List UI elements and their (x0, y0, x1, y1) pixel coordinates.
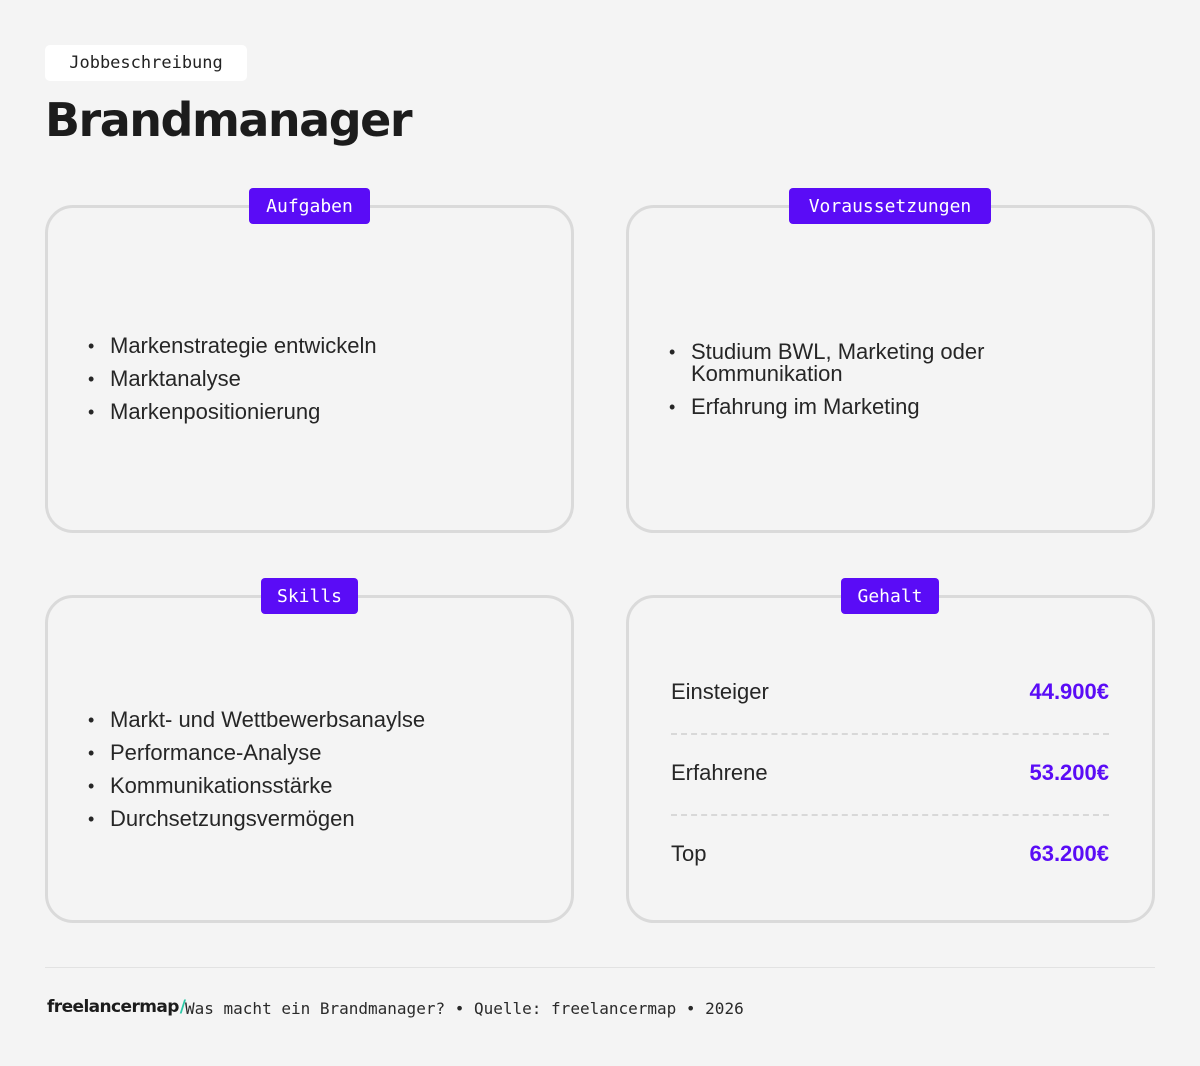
salary-level-label: Einsteiger (671, 679, 769, 704)
badge-aufgaben: Aufgaben (249, 188, 370, 224)
list-item: • Durchsetzungsvermögen (88, 808, 528, 830)
salary-row-top (671, 834, 1109, 874)
divider (671, 814, 1109, 816)
salary-amount: 53.200€ (1029, 760, 1109, 785)
salary-row-erfahrene (671, 753, 1109, 793)
category-tag: Jobbeschreibung (45, 45, 247, 81)
card-gehalt (626, 595, 1155, 923)
footer-source: Was macht ein Brandmanager? • Quelle: freelancermap • 2026 (185, 999, 744, 1018)
badge-gehalt: Gehalt (841, 578, 939, 614)
list-item: • Performance-Analyse (88, 742, 528, 764)
salary-row-einsteiger (671, 672, 1109, 712)
salary-level-label: Erfahrene (671, 760, 768, 785)
skills-list (88, 709, 528, 841)
logo-wordmark: freelancermap (47, 997, 179, 1017)
list-item: • Erfahrung im Marketing (669, 396, 1029, 418)
card-skills (45, 595, 574, 923)
footer-divider (45, 967, 1155, 968)
list-item: • Markenstrategie entwickeln (88, 335, 528, 357)
list-item: • Markenpositionierung (88, 401, 528, 423)
aufgaben-list (88, 335, 528, 434)
list-item: • Studium BWL, Marketing oder Kommunikation (669, 341, 1029, 385)
voraussetzungen-list (669, 341, 1029, 429)
card-aufgaben (45, 205, 574, 533)
badge-voraussetzungen: Voraussetzungen (789, 188, 991, 224)
salary-amount: 44.900€ (1029, 679, 1109, 704)
page-title: Brandmanager (45, 93, 412, 147)
salary-level-label: Top (671, 841, 707, 866)
list-item: • Marktanalyse (88, 368, 528, 390)
salary-amount: 63.200€ (1029, 841, 1109, 866)
divider (671, 733, 1109, 735)
badge-skills: Skills (261, 578, 358, 614)
card-voraussetzungen (626, 205, 1155, 533)
logo-slash-icon: / (179, 997, 186, 1017)
list-item: • Kommunikationsstärke (88, 775, 528, 797)
list-item: • Markt- und Wettbewerbsanaylse (88, 709, 528, 731)
freelancermap-logo (47, 997, 185, 1017)
